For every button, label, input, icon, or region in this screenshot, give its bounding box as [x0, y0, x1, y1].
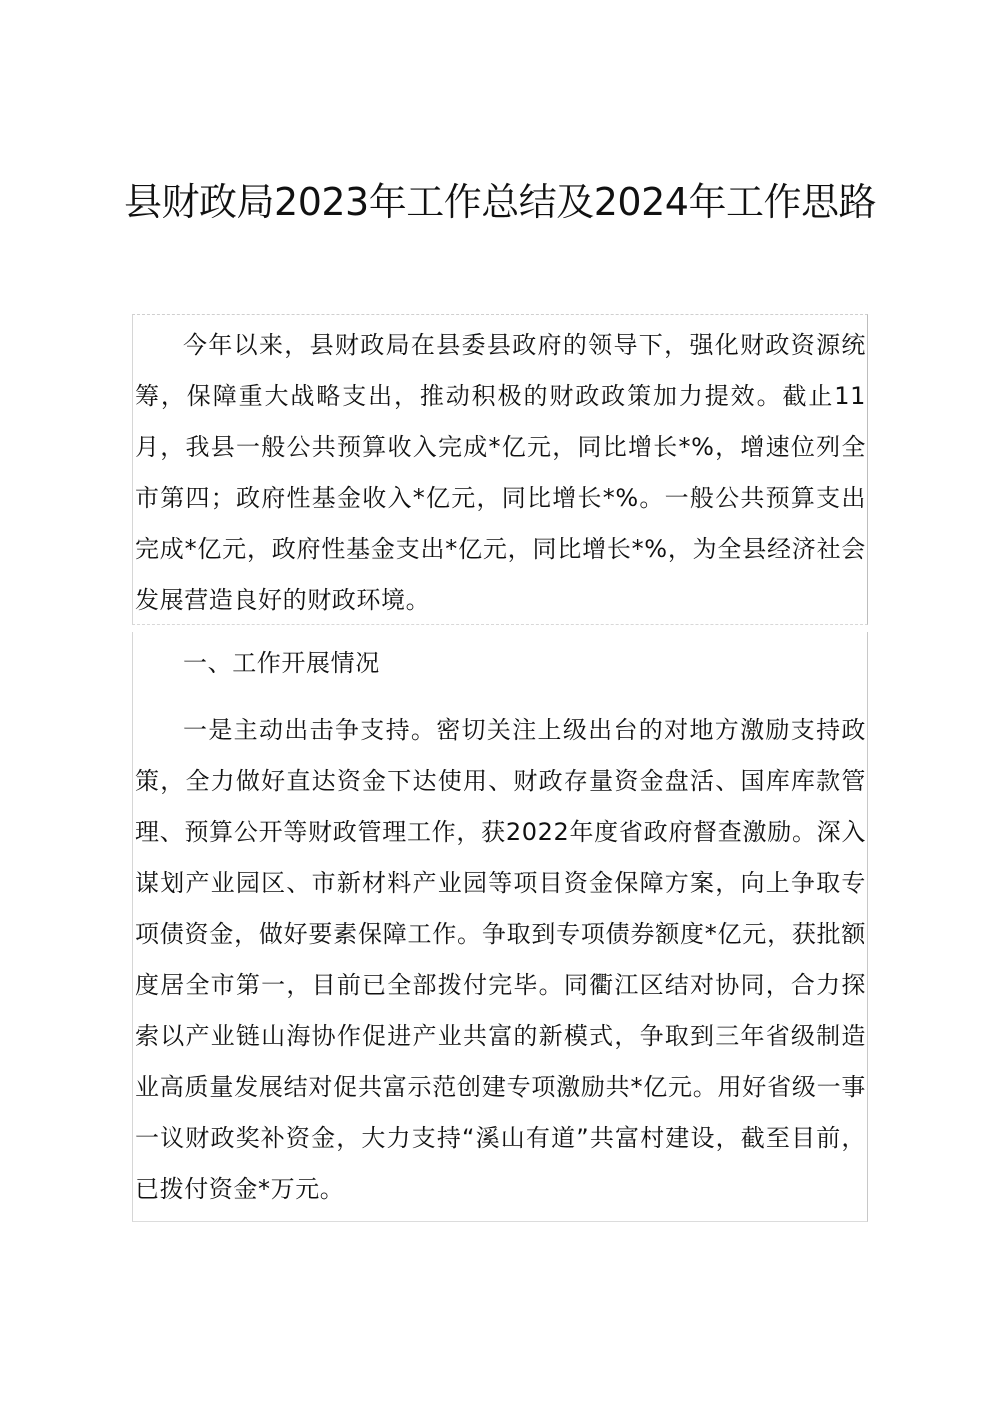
section-heading: 一、工作开展情况: [183, 649, 380, 677]
intro-block: [132, 314, 868, 625]
section-block: [132, 632, 868, 1222]
section-paragraph: 一是主动出击争支持。密切关注上级出台的对地方激励支持政策，全力做好直达资金下达使用、财政存量资金盘活、国库库款管理、预算公开等财政管理工作，获2022年度省政府督查激励。深入谋划产业园区、市新材料产业园等项目资金保障方案，向上争取专项债资金，做好要素保障工作。争取到专项债券额度*亿元，获批额度居全市第一，目前已全部拨付完毕。同衢江区结对协同，合力探索以产业链山海协作促进产业共富的新模式，争取到三年省级制造业高质量发展结对促共富示范创建专项激励共*亿元。用好省级一事一议财政奖补资金，大力支持“溪山有道”共富村建设，截至目前，已拨付资金*万元。: [135, 716, 866, 1203]
intro-paragraph: 今年以来，县财政局在县委县政府的领导下，强化财政资源统筹，保障重大战略支出，推动积极的财政政策加力提效。截止11月，我县一般公共预算收入完成*亿元，同比增长*%，增速位列全市第四；政府性基金收入*亿元，同比增长*%。一般公共预算支出完成*亿元，政府性基金支出*亿元，同比增长*%，为全县经济社会发展营造良好的财政环境。: [135, 331, 866, 614]
document-title: 县财政局2023年工作总结及2024年工作思路: [124, 180, 876, 224]
